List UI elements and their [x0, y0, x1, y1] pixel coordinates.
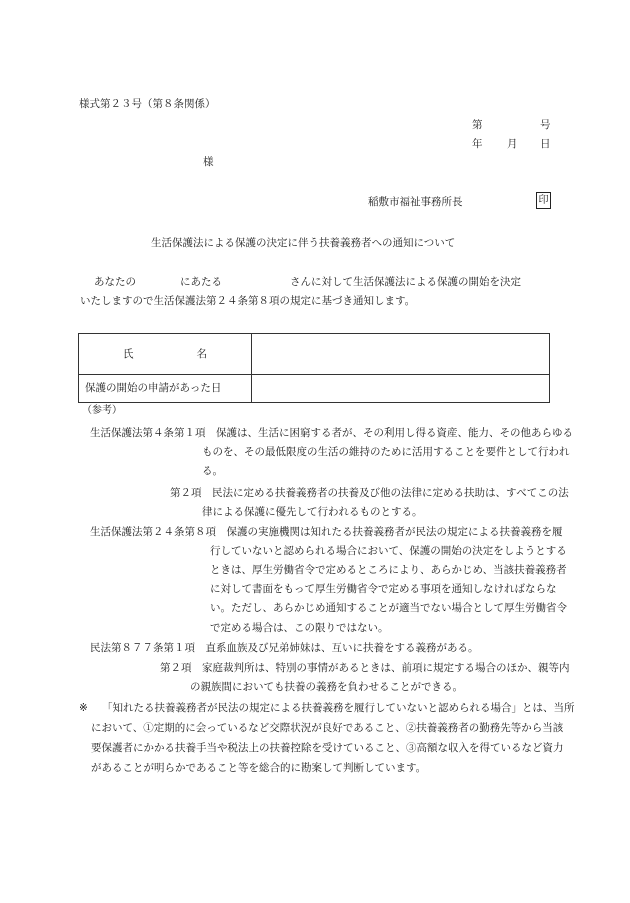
ref-line: 生活保護法第２４条第８項 保護の実施機関は知れたる扶養義務者が民法の規定による扶養義務を履 [90, 526, 563, 538]
body-line1-b: にあたる [180, 276, 222, 288]
note-line: 「知れたる扶養義務者が民法の規定による扶養義務を履行していないと認められる場合」とは、当所 [102, 702, 575, 714]
ref-line: 第２項 家庭裁判所は、特別の事情があるときは、前項に規定する場合のほか、親等内 [160, 662, 570, 674]
addressee-honorific: 様 [203, 156, 214, 168]
ref-line: 律による保護に優先して行われるものとする。 [202, 506, 423, 518]
name-label-cell [79, 334, 252, 375]
date-label-cell: 保護の開始の申請があった日 [79, 375, 252, 403]
date-month-label: 月 [507, 138, 518, 150]
ref-line: 生活保護法第４条第１項 保護は、生活に困窮する者が、その利用し得る資産、能力、その他あらゆる [90, 427, 573, 439]
seal-stamp: 印 [536, 192, 551, 209]
ref-line: ものを、その最低限度の生活の維持のために活用することを要件として行われ [202, 446, 570, 458]
ref-line: い。ただし、あらかじめ通知することが適当でない場合として厚生労働省令 [210, 602, 567, 614]
note-mark: ※ [79, 702, 88, 714]
number-label-gou: 号 [540, 119, 551, 131]
note-line: があることが明らかであること等を総合的に勘案して判断しています。 [91, 762, 427, 774]
body-line1-c: さんに対して生活保護法による保護の開始を決定 [290, 276, 521, 288]
ref-line: る。 [202, 465, 223, 477]
ref-line: ときは、厚生労働省令で定めるところにより、あらかじめ、当該扶養義務者 [210, 564, 567, 576]
reference-heading: （参考） [82, 405, 122, 416]
date-year-label: 年 [472, 138, 483, 150]
issuer-name: 稲敷市福祉事務所長 [368, 196, 463, 208]
name-value-cell[interactable] [252, 334, 550, 375]
body-line2: いたしますので生活保護法第２４条第８項の規定に基づき通知します。 [80, 295, 416, 307]
table-row-date [79, 375, 550, 403]
number-label-dai: 第 [472, 119, 483, 131]
info-table [78, 333, 550, 403]
date-day-label: 日 [540, 138, 551, 150]
ref-line: 行していないと認められる場合において、保護の開始の決定をしようとする [210, 545, 567, 557]
name-label-1: 氏 [123, 347, 134, 360]
table-row-name [79, 334, 550, 375]
ref-line: 民法第８７７条第１項 直系血族及び兄弟姉妹は、互いに扶養をする義務がある。 [90, 642, 479, 654]
note-line: 要保護者にかかる扶養手当や税法上の扶養控除を受けていること、③高額な収入を得ているなど資力 [91, 742, 564, 754]
ref-line: 第２項 民法に定める扶養義務者の扶養及び他の法律に定める扶助は、すべてこの法 [170, 487, 569, 499]
ref-line: に対して書面をもって厚生労働省令で定める事項を通知しなければならな [210, 583, 557, 595]
note-line: において、①定期的に会っているなど交際状況が良好であること、②扶養義務者の勤務先等から当該 [91, 722, 564, 734]
date-value-cell[interactable] [252, 375, 550, 403]
ref-line: の親族間においても扶養の義務を負わせることができる。 [190, 681, 463, 693]
ref-line: で定める場合は、この限りではない。 [210, 622, 389, 634]
document-title: 生活保護法による保護の決定に伴う扶養義務者への通知について [151, 237, 456, 249]
body-line1-a: あなたの [94, 276, 136, 288]
form-number: 様式第２３号（第８条関係） [79, 98, 216, 110]
name-label-2: 名 [196, 347, 207, 360]
